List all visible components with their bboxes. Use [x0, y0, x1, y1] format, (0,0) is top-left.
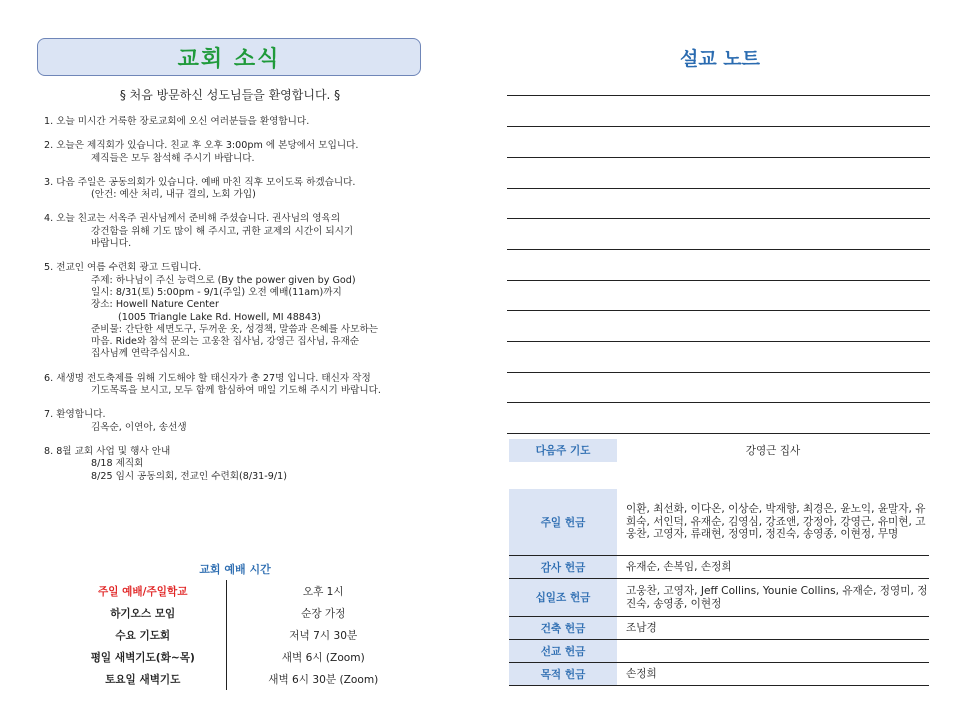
- notice-line: 7. 환영합니다.: [44, 409, 106, 421]
- note-line: [507, 218, 930, 219]
- service-time: 저녁 7시 30분: [289, 629, 358, 642]
- table-row: [60, 602, 420, 624]
- offering-label: 감사 헌금: [509, 556, 617, 579]
- table-row: [509, 489, 929, 556]
- notice-line: 6. 새생명 전도축제를 위해 기도해야 할 태신자가 총 27명 입니다. 태신자 작정: [44, 372, 371, 384]
- note-line: [507, 249, 930, 250]
- notice-line: 장소: Howell Nature Center: [91, 299, 219, 311]
- church-news-banner: [37, 38, 421, 76]
- notice-item: [44, 140, 464, 165]
- service-name: 토요일 새벽기도: [60, 668, 226, 690]
- service-name: 평일 새벽기도(화~목): [60, 646, 226, 668]
- prayer-value: 강영근 집사: [745, 444, 801, 457]
- service-name: 하기오스 모임: [60, 602, 226, 624]
- notice-item: [44, 177, 464, 202]
- notice-item: [44, 373, 464, 398]
- notice-line: (안건: 예산 처리, 내규 결의, 노회 가입): [91, 189, 256, 201]
- notice-line: 1. 오늘 미시간 거룩한 장로교회에 오신 여러분들을 환영합니다.: [44, 116, 310, 127]
- notice-item: [44, 446, 464, 483]
- service-time: 새벽 6시 (Zoom): [281, 651, 365, 664]
- table-row: [509, 439, 929, 463]
- spacer-row: [509, 463, 929, 489]
- notice-list: [44, 116, 464, 495]
- note-line: [507, 280, 930, 281]
- notice-item: [44, 262, 464, 360]
- offering-label: 주일 헌금: [509, 489, 617, 556]
- table-row: [60, 580, 420, 602]
- offering-names: [617, 640, 929, 663]
- table-row: [509, 663, 929, 686]
- note-line: [507, 126, 930, 127]
- note-line: [507, 372, 930, 373]
- notice-line: 준비물: 간단한 세면도구, 두꺼운 옷, 성경책, 말씀과 은혜를 사모하는: [91, 323, 379, 335]
- table-row: [509, 579, 929, 617]
- notice-line: 일시: 8/31(토) 5:00pm - 9/1(주일) 오전 예배(11am)까지: [91, 286, 342, 298]
- notice-line: 바랍니다.: [91, 238, 132, 250]
- table-row: [509, 617, 929, 640]
- notice-line: 2. 오늘은 제직회가 있습니다. 친교 후 오후 3:00pm 에 본당에서 모입니다.: [44, 140, 359, 152]
- prayer-label: 다음주 기도: [509, 439, 617, 463]
- notice-line: 3. 다음 주일은 공동의회가 있습니다. 예배 마친 직후 모이도록 하겠습니다.: [44, 176, 356, 188]
- offering-names: 조남경: [617, 617, 929, 640]
- note-line: [507, 341, 930, 342]
- notice-item: [44, 116, 464, 128]
- notice-line: 제직들은 모두 참석해 주시기 바랍니다.: [91, 152, 255, 164]
- welcome-message: § 처음 방문하신 성도님들을 환영합니다. §: [119, 88, 341, 102]
- note-line: [507, 157, 930, 158]
- offering-names: 고웅찬, 고영자, Jeff Collins, Younie Collins, 유재순, 정영미, 정진숙, 송영종, 이현정: [617, 579, 929, 617]
- notice-line: 4. 오늘 친교는 서옥주 권사님께서 준비해 주셨습니다. 권사님의 영육의: [44, 213, 341, 225]
- note-line: [507, 188, 930, 189]
- table-row: [509, 556, 929, 579]
- notice-line: 주제: 하나님이 주신 능력으로 (By the power given by God): [91, 274, 356, 286]
- notice-item: [44, 409, 464, 434]
- service-time: 새벽 6시 30분 (Zoom): [268, 673, 379, 686]
- worship-schedule-table: [60, 580, 420, 690]
- notice-line: 김옥순, 이연아, 송선생: [91, 421, 187, 433]
- offering-names: 손정희: [617, 663, 929, 686]
- note-line: [507, 402, 930, 403]
- worship-schedule-title: 교회 예배 시간: [199, 563, 271, 576]
- offering-label: 선교 헌금: [509, 640, 617, 663]
- service-name: 주일 예배/주일학교: [60, 580, 226, 602]
- offering-names: 이환, 최선화, 이다온, 이상순, 박재향, 최경은, 윤노익, 윤말자, 유희숙, 서인덕, 유재순, 김영심, 강죠앤, 강정아, 강영근, 유미현, 고웅찬, 고영자, 류래현, 정영미, 정진숙, 송영종, 이현정, 무명: [617, 489, 929, 556]
- offering-label: 목적 헌금: [509, 663, 617, 686]
- offering-label: 건축 헌금: [509, 617, 617, 640]
- notice-line: (1005 Triangle Lake Rd. Howell, MI 48843): [118, 311, 321, 323]
- notice-line: 8/25 임시 공동의회, 전교인 수련회(8/31-9/1): [91, 470, 287, 482]
- church-news-title: 교회 소식: [177, 46, 281, 72]
- table-row: [509, 640, 929, 663]
- notice-line: 8. 8월 교회 사업 및 행사 안내: [44, 445, 171, 457]
- table-row: [60, 668, 420, 690]
- service-time: 순장 가정: [301, 607, 346, 620]
- offering-names: 유재순, 손복임, 손정희: [617, 556, 929, 579]
- note-line: [507, 310, 930, 311]
- offering-label: 십일조 헌금: [509, 579, 617, 617]
- notice-line: 5. 전교인 여름 수련회 광고 드립니다.: [44, 262, 202, 274]
- notice-line: 마음. Ride와 참석 문의는 고웅찬 집사님, 강영근 집사님, 유재순: [91, 336, 360, 348]
- table-row: [60, 646, 420, 668]
- note-line: [507, 433, 930, 434]
- notice-line: 기도목록을 보시고, 모두 함께 합심하여 매일 기도해 주시기 바랍니다.: [91, 385, 381, 397]
- note-line: [507, 95, 930, 96]
- notice-line: 8/18 제직회: [91, 458, 144, 470]
- notice-line: 집사님께 연락주십시요.: [91, 348, 190, 360]
- offering-table: [509, 439, 929, 686]
- sermon-notes-title: 설교 노트: [679, 48, 761, 70]
- notice-line: 강건함을 위해 기도 많이 해 주시고, 귀한 교제의 시간이 되시기: [91, 225, 354, 237]
- service-name: 수요 기도회: [60, 624, 226, 646]
- notice-item: [44, 213, 464, 250]
- table-row: [60, 624, 420, 646]
- service-time: 오후 1시: [302, 585, 344, 598]
